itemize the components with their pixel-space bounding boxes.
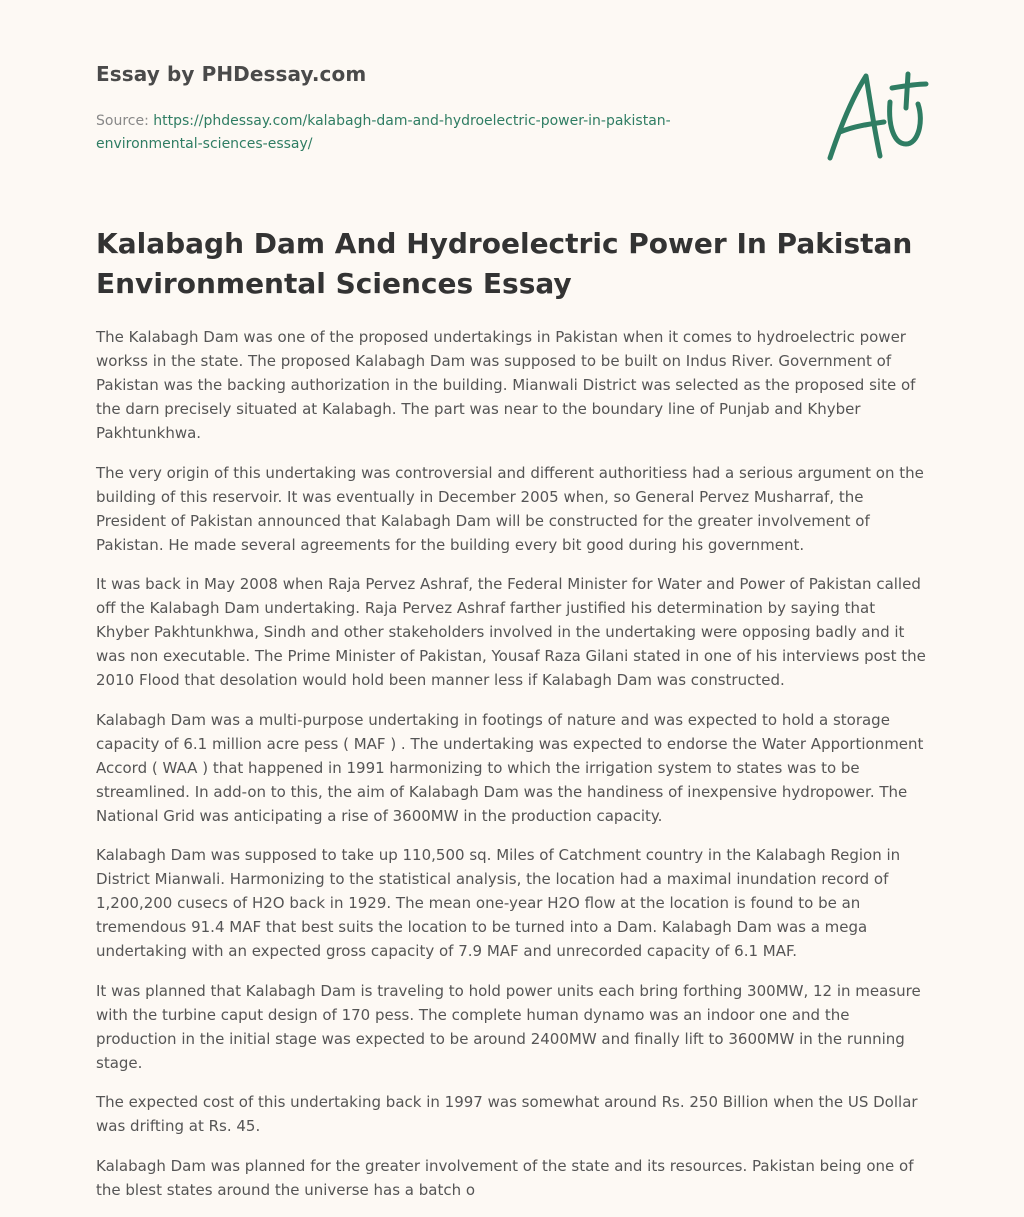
paragraph: The expected cost of this undertaking back in 1997 was somewhat around Rs. 250 Billion when the US Dollar was drifting at Rs. 45.	[96, 1093, 918, 1135]
site-brand: Essay by PHDessay.com	[96, 62, 367, 86]
a-plus-logo	[818, 66, 930, 166]
paragraph: Kalabagh Dam was planned for the greater involvement of the state and its resources. Pakistan being one of the blest states around the universe has a batch o	[96, 1156, 914, 1199]
article-body	[96, 325, 932, 1217]
paragraph: Kalabagh Dam was supposed to take up 110,500 sq. Miles of Catchment country in the Kalabagh Region in District Mianwali. Harmonizing to the statistical analysis, the location had a maximal inundation record of 1,200,200 cusecs of H2O back in 1929. The mean one-year H2O flow at the location is found to be an tremendous 91.4 MAF that best suits the location to be turned into a Dam. Kalabagh Dam was a mega undertaking with an expected gross capacity of 7.9 MAF and unrecorded capacity of 6.1 MAF.	[96, 846, 901, 960]
article-title: Kalabagh Dam And Hydroelectric Power In Pakistan Environmental Sciences Essay	[96, 227, 913, 300]
source-label: Source:	[96, 113, 149, 129]
paragraph: The Kalabagh Dam was one of the proposed undertakings in Pakistan when it comes to hydroelectric power workss in the state. The proposed Kalabagh Dam was supposed to be built on Indus River. Government of Pakistan was the backing authorization in the building. Mianwali District was selected as the proposed site of the darn precisely situated at Kalabagh. The part was near to the boundary line of Punjab and Khyber Pakhtunkhwa.	[96, 328, 916, 442]
header	[96, 62, 736, 156]
paragraph: It was back in May 2008 when Raja Pervez Ashraf, the Federal Minister for Water and Power of Pakistan called off the Kalabagh Dam undertaking. Raja Pervez Ashraf farther justified his determination by saying that Khyber Pakhtunkhwa, Sindh and other stakeholders involved in the undertaking were opposing badly and it was non executable. The Prime Minister of Pakistan, Yousaf Raza Gilani stated in one of his interviews post the 2010 Flood that desolation would hold been manner less if Kalabagh Dam was constructed.	[96, 575, 926, 689]
paragraph: Kalabagh Dam was a multi-purpose undertaking in footings of nature and was expected to hold a storage capacity of 6.1 million acre pess ( MAF ) . The undertaking was expected to endorse the Water Apportionment Accord ( WAA ) that happened in 1991 harmonizing to which the irrigation system to states was to be streamlined. In add-on to this, the aim of Kalabagh Dam was the handiness of inexpensive hydropower. The National Grid was anticipating a rise of 3600MW in the production capacity.	[96, 710, 924, 825]
paragraph: It was planned that Kalabagh Dam is traveling to hold power units each bring forthing 300MW, 12 in measure with the turbine caput design of 170 pess. The complete human dynamo was an indoor one and the production in the initial stage was expected to be around 2400MW and finally lift to 3600MW in the running stage.	[96, 981, 921, 1072]
source-line	[96, 110, 736, 156]
source-link[interactable]: https://phdessay.com/kalabagh-dam-and-hydroelectric-power-in-pakistan-environmental-sciences-essay/	[96, 113, 671, 152]
paragraph: The very origin of this undertaking was controversial and different authoritiess had a serious argument on the building of this reservoir. It was eventually in December 2005 when, so General Pervez Musharraf, the President of Pakistan announced that Kalabagh Dam will be constructed for the greater involvement of Pakistan. He made several agreements for the building every bit good during his government.	[96, 463, 924, 554]
